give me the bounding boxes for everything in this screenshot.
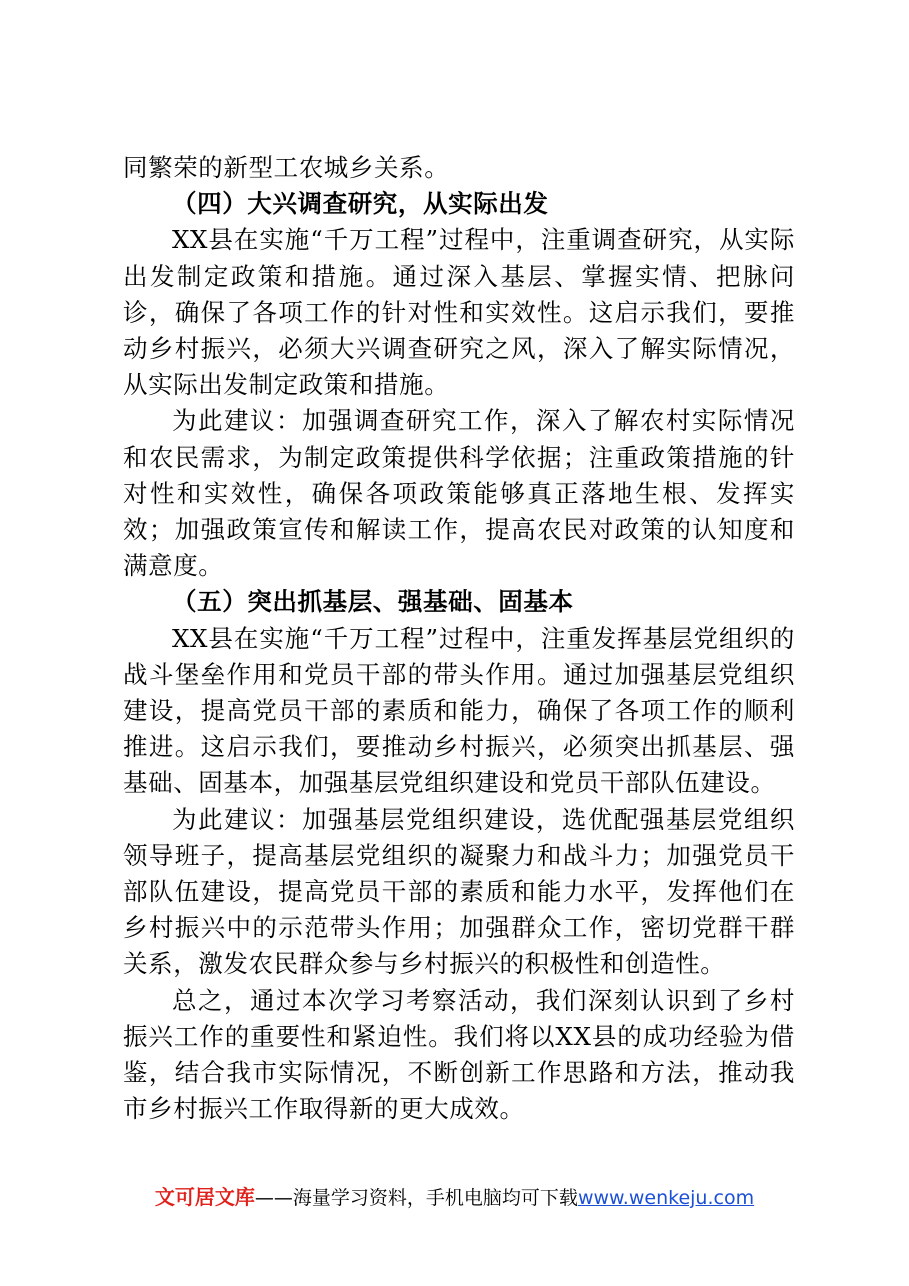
footer-brand: 文可居文库 [154, 1185, 255, 1209]
paragraph: 为此建议：加强基层党组织建设，选优配强基层党组织领导班子，提高基层党组织的凝聚力和战斗力；加强党员干部队伍建设，提高党员干部的素质和能力水平，发挥他们在乡村振兴中的示范带头作用；加强群众工作，密切党群干群关系，激发农民群众参与乡村振兴的积极性和创造性。 [123, 804, 795, 979]
paragraph-continuation: 同繁荣的新型工农城乡关系。 [123, 153, 450, 182]
paragraph: XX县在实施“千万工程”过程中，注重发挥基层党组织的战斗堡垒作用和党员干部的带头作用。通过加强基层党组织建设，提高党员干部的素质和能力，确保了各项工作的顺利推进。这启示我们，要推动乡村振兴，必须突出抓基层、强基础、固基本，加强基层党组织建设和党员干部队伍建设。 [123, 623, 795, 798]
footer-link[interactable]: www.wenkeju.com [577, 1187, 755, 1209]
footer-banner [0, 1184, 909, 1211]
paragraph-conclusion: 总之，通过本次学习考察活动，我们深刻认识到了乡村振兴工作的重要性和紧迫性。我们将以XX县的成功经验为借鉴，结合我市实际情况，不断创新工作思路和方法，推动我市乡村振兴工作取得新的更大成效。 [123, 985, 795, 1124]
section-heading-4: （四）大兴调查研究，从实际出发 [172, 189, 549, 219]
paragraph: 为此建议：加强调查研究工作，深入了解农村实际情况和农民需求，为制定政策提供科学依据；注重政策措施的针对性和实效性，确保各项政策能够真正落地生根、发挥实效；加强政策宣传和解读工作，提高农民对政策的认知度和满意度。 [123, 406, 795, 581]
section-heading-5: （五）突出抓基层、强基础、固基本 [172, 587, 574, 617]
paragraph: XX县在实施“千万工程”过程中，注重调查研究，从实际出发制定政策和措施。通过深入基层、掌握实情、把脉问诊，确保了各项工作的针对性和实效性。这启示我们，要推动乡村振兴，必须大兴调查研究之风，深入了解实际情况，从实际出发制定政策和措施。 [123, 225, 795, 400]
document-body [123, 150, 795, 1127]
footer-tagline: ——海量学习资料，手机电脑均可下载 [254, 1187, 578, 1209]
